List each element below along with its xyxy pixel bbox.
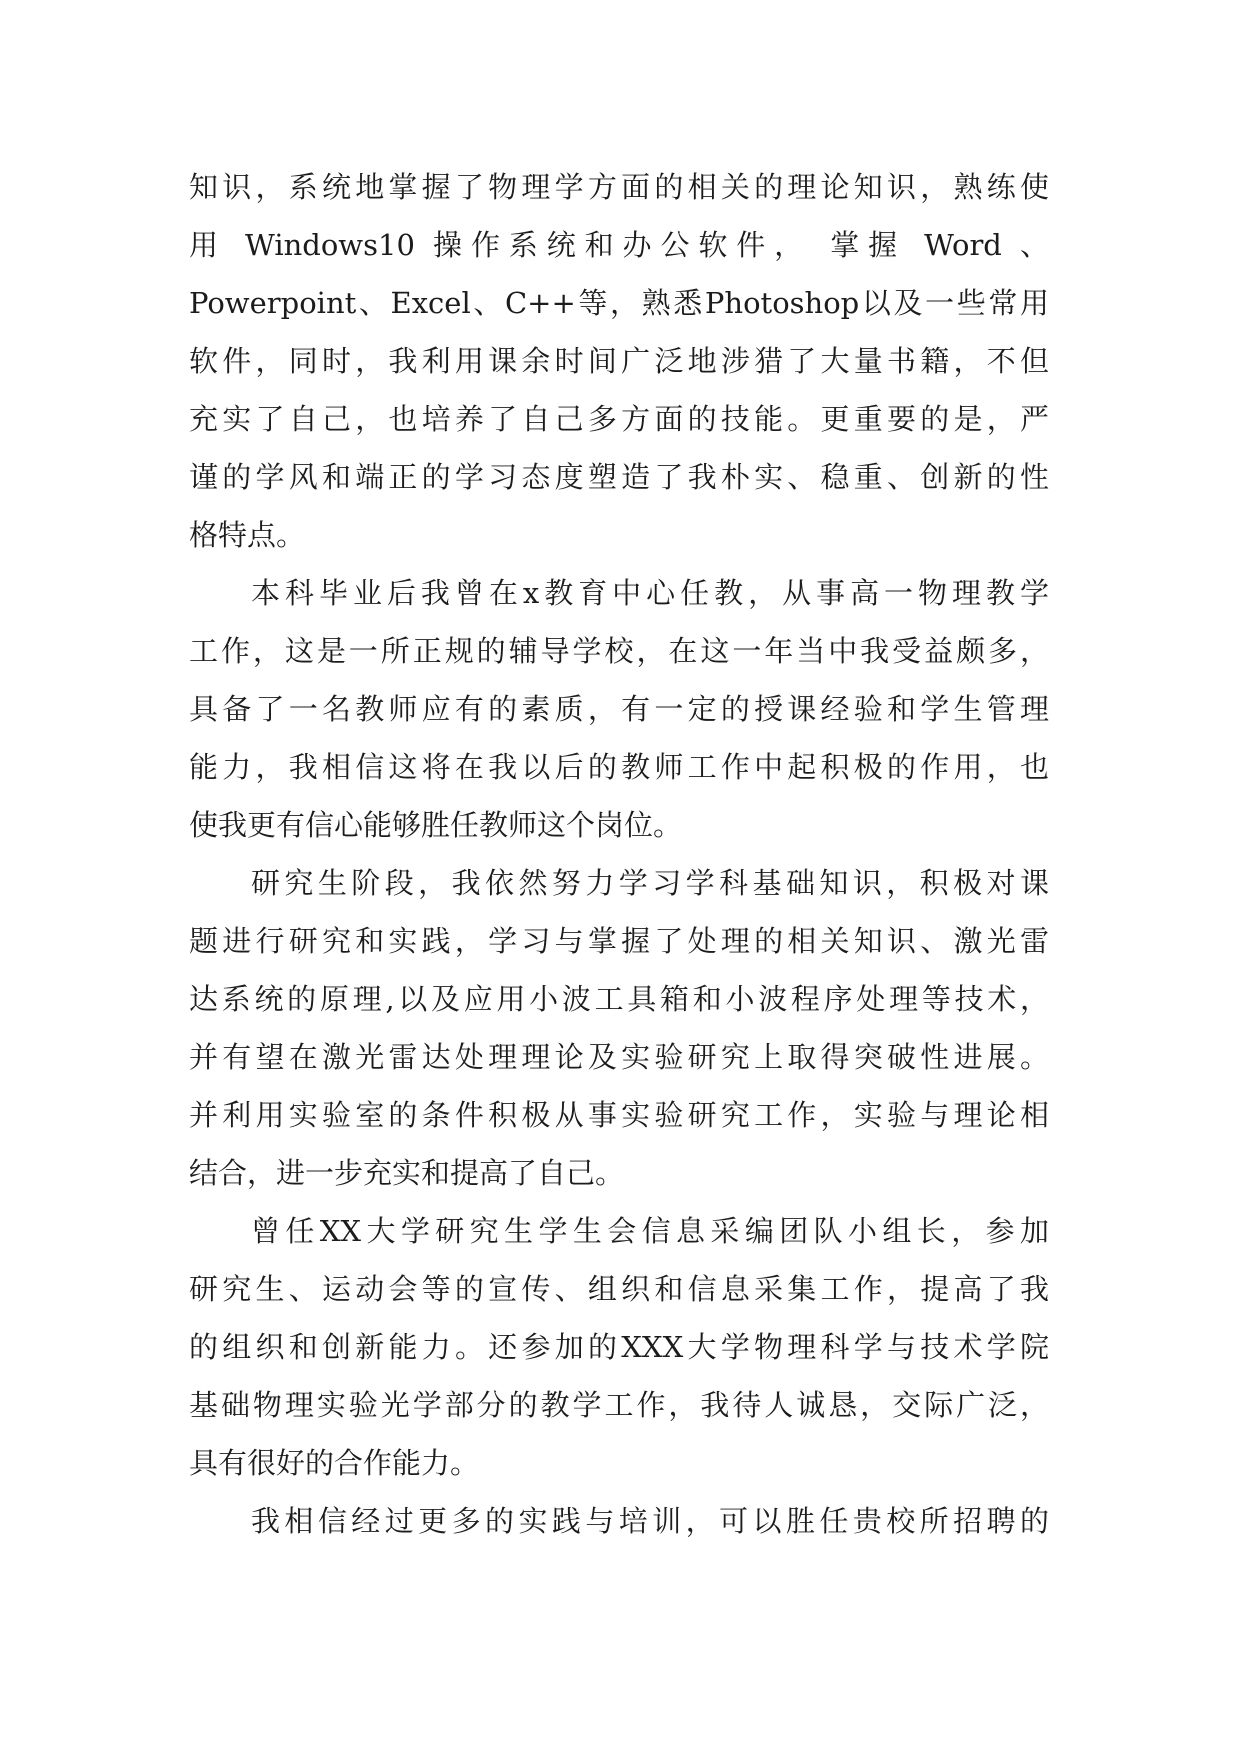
text-line: 达系统的原理,以及应用小波工具箱和小波程序处理等技术，: [189, 982, 1049, 1016]
text-line: 结合，进一步充实和提高了自己。: [189, 1156, 625, 1190]
paragraph-teaching-experience: [189, 564, 1049, 854]
text-line: 我相信经过更多的实践与培训，可以胜任贵校所招聘的: [251, 1504, 1049, 1538]
text-line: 知识，系统地掌握了物理学方面的相关的理论知识，熟练使: [189, 170, 1049, 204]
text-line: 本科毕业后我曾在x教育中心任教，从事高一物理教学: [251, 576, 1049, 610]
text-line: 研究生阶段，我依然努力学习学科基础知识，积极对课: [251, 866, 1049, 900]
text-line: 工作，这是一所正规的辅导学校，在这一年当中我受益颇多，: [189, 634, 1049, 668]
text-line: 使我更有信心能够胜任教师这个岗位。: [189, 808, 683, 842]
paragraph-conclusion: [189, 1492, 1049, 1550]
text-line: 谨的学风和端正的学习态度塑造了我朴实、稳重、创新的性: [189, 460, 1049, 494]
paragraph-skills: [189, 158, 1049, 564]
text-line: 用 Windows10 操作系统和办公软件， 掌握 Word 、: [189, 228, 1049, 262]
text-line: 基础物理实验光学部分的教学工作，我待人诚恳，交际广泛，: [189, 1388, 1049, 1422]
text-line: 并利用实验室的条件积极从事实验研究工作，实验与理论相: [189, 1098, 1049, 1132]
text-line: 充实了自己，也培养了自己多方面的技能。更重要的是，严: [189, 402, 1049, 436]
text-line: 研究生、运动会等的宣传、组织和信息采集工作，提高了我: [189, 1272, 1049, 1306]
text-line: 软件，同时，我利用课余时间广泛地涉猎了大量书籍，不但: [189, 344, 1049, 378]
text-line: 曾任XX大学研究生学生会信息采编团队小组长，参加: [251, 1214, 1049, 1248]
text-line: 并有望在激光雷达处理理论及实验研究上取得突破性进展。: [189, 1040, 1049, 1074]
paragraph-student-union: [189, 1202, 1049, 1492]
document-body: [189, 158, 1049, 1550]
text-line: Powerpoint、Excel、C++等，熟悉Photoshop以及一些常用: [189, 286, 1049, 320]
text-line: 具备了一名教师应有的素质，有一定的授课经验和学生管理: [189, 692, 1049, 726]
text-line: 格特点。: [189, 518, 306, 552]
text-line: 题进行研究和实践，学习与掌握了处理的相关知识、激光雷: [189, 924, 1049, 958]
text-line: 能力，我相信这将在我以后的教师工作中起积极的作用，也: [189, 750, 1049, 784]
text-line: 具有很好的合作能力。: [189, 1446, 480, 1480]
paragraph-graduate-research: [189, 854, 1049, 1202]
text-line: 的组织和创新能力。还参加的XXX大学物理科学与技术学院: [189, 1330, 1049, 1364]
